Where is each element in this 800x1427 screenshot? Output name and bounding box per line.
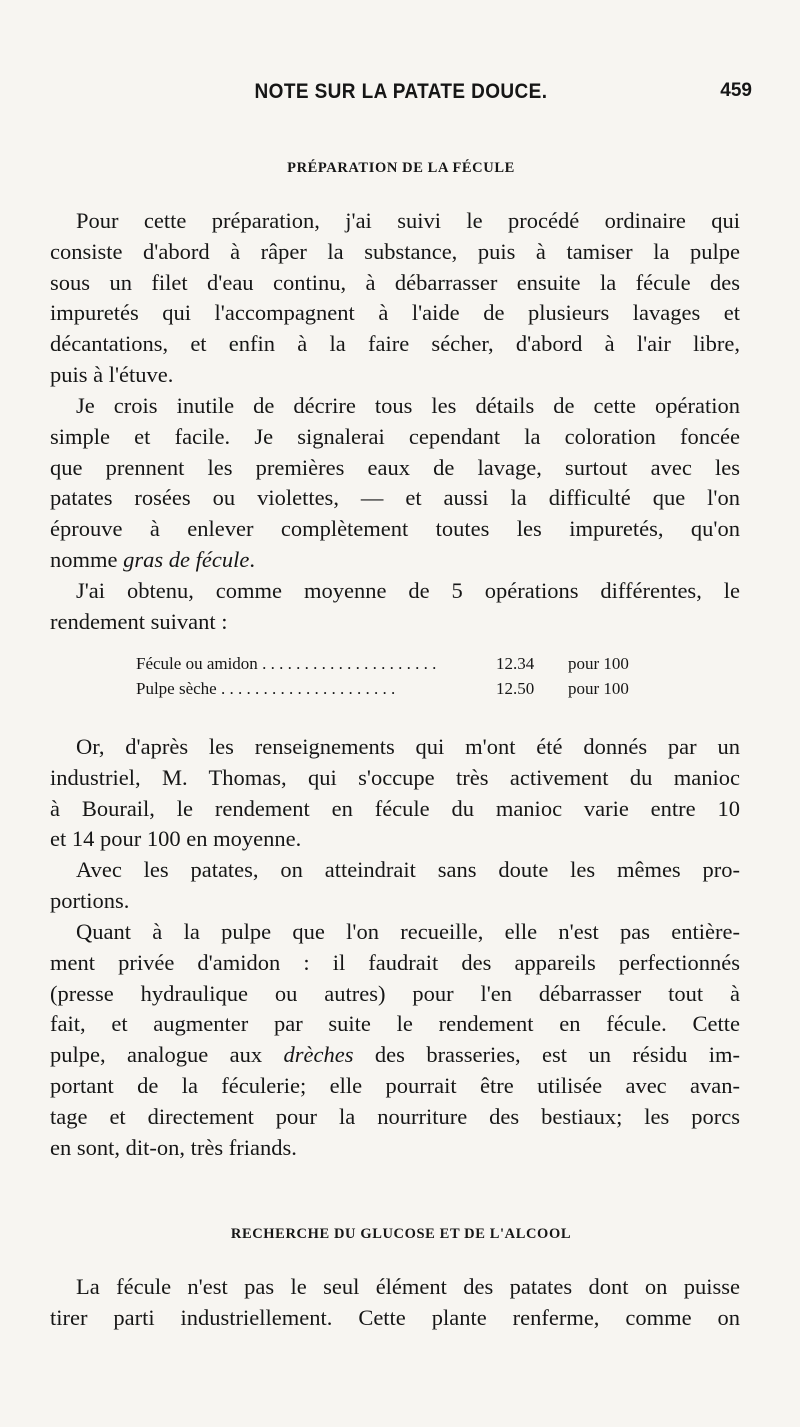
yield-table [136, 651, 666, 701]
row-label: Pulpe sèche . . . [136, 676, 496, 701]
section-heading-preparation: PRÉPARATION DE LA FÉCULE [287, 160, 515, 176]
text-line: Pour cette préparation, j'ai suivi le procédé ordinaire qui [76, 208, 740, 233]
table-row [136, 651, 666, 676]
text-line: simple et facile. Je signalerai cependant la coloration foncée [50, 423, 740, 449]
text-line: industriel, M. Thomas, qui s'occupe très activement du manioc [50, 764, 740, 790]
text-line: à Bourail, le rendement en fécule du manioc varie entre 10 [50, 795, 740, 821]
text-line: ment privée d'amidon : il faudrait des appareils perfectionnés [50, 949, 740, 975]
text-fragment: . [249, 546, 255, 572]
section-heading-glucose: RECHERCHE DU GLUCOSE ET DE L'ALCOOL [230, 1226, 572, 1242]
text-line [50, 1040, 740, 1071]
text-line: puis à l'étuve. [50, 361, 174, 387]
row-unit: pour 100 [568, 679, 629, 698]
text-fragment: nomme [50, 546, 124, 572]
paragraph-patates [50, 855, 740, 917]
text-line: impuretés qui l'accompagnent à l'aide de plusieurs lavages et [50, 300, 740, 326]
italic-term: drèches [283, 1042, 354, 1068]
paragraph-details [50, 391, 740, 576]
text-line: Avec les patates, on atteindrait sans doute les mêmes pro- [76, 857, 740, 882]
text-line: portions. [50, 887, 130, 913]
paragraph-manioc [50, 732, 740, 855]
text-line: Quant à la pulpe que l'on recueille, elle n'est pas entière- [76, 919, 740, 944]
text-line: J'ai obtenu, comme moyenne de 5 opérations différentes, le [76, 578, 740, 603]
text-line: en sont, dit-on, très friands. [50, 1134, 297, 1160]
running-header [50, 80, 752, 110]
text-line: que prennent les premières eaux de lavage, surtout avec les [50, 454, 740, 480]
text-fragment: des brasseries, est un résidu im- [353, 1042, 741, 1068]
paragraph-preparation [50, 206, 740, 391]
text-line: éprouve à enlever complètement toutes les impuretés, qu'on [50, 516, 740, 542]
text-line: (presse hydraulique ou autres) pour l'en débarrasser tout à [50, 980, 740, 1006]
text-line: tirer parti industriellement. Cette plante renferme, comme on [50, 1304, 740, 1330]
italic-term: gras de fécule [123, 546, 250, 572]
text-line [50, 545, 740, 576]
text-line: sous un filet d'eau continu, à débarrasser ensuite la fécule des [50, 269, 740, 295]
text-line: consiste d'abord à râper la substance, puis à tamiser la pulpe [50, 238, 740, 264]
text-fragment: pulpe, analogue aux [50, 1042, 284, 1068]
text-line: décantations, et enfin à la faire sécher, d'abord à l'air libre, [50, 331, 740, 357]
text-line: Or, d'après les renseignements qui m'ont été donnés par un [76, 734, 740, 759]
text-line: La fécule n'est pas le seul élément des patates dont on puisse [76, 1274, 740, 1299]
text-line: portant de la féculerie; elle pourrait être utilisée avec avan- [50, 1072, 740, 1098]
row-value: 12.50 [496, 679, 535, 698]
text-line: fait, et augmenter par suite le rendement en fécule. Cette [50, 1011, 740, 1037]
paragraph-pulpe [50, 917, 740, 1163]
text-line: rendement suivant : [50, 608, 228, 634]
page-number: 459 [720, 80, 752, 101]
table-row [136, 676, 666, 701]
running-title: NOTE SUR LA PATATE DOUCE. [254, 80, 548, 104]
text-line: Je crois inutile de décrire tous les détails de cette opération [76, 393, 740, 418]
row-value: 12.34 [496, 654, 535, 673]
row-label: Fécule ou amidon . . . [136, 651, 496, 676]
paragraph-yield [50, 576, 740, 638]
text-line: patates rosées ou violettes, — et aussi la difficulté que l'on [50, 485, 740, 511]
text-line: et 14 pour 100 en moyenne. [50, 826, 302, 852]
row-unit: pour 100 [568, 654, 629, 673]
paragraph-fecule [50, 1272, 740, 1334]
text-line: tage et directement pour la nourriture des bestiaux; les porcs [50, 1103, 740, 1129]
